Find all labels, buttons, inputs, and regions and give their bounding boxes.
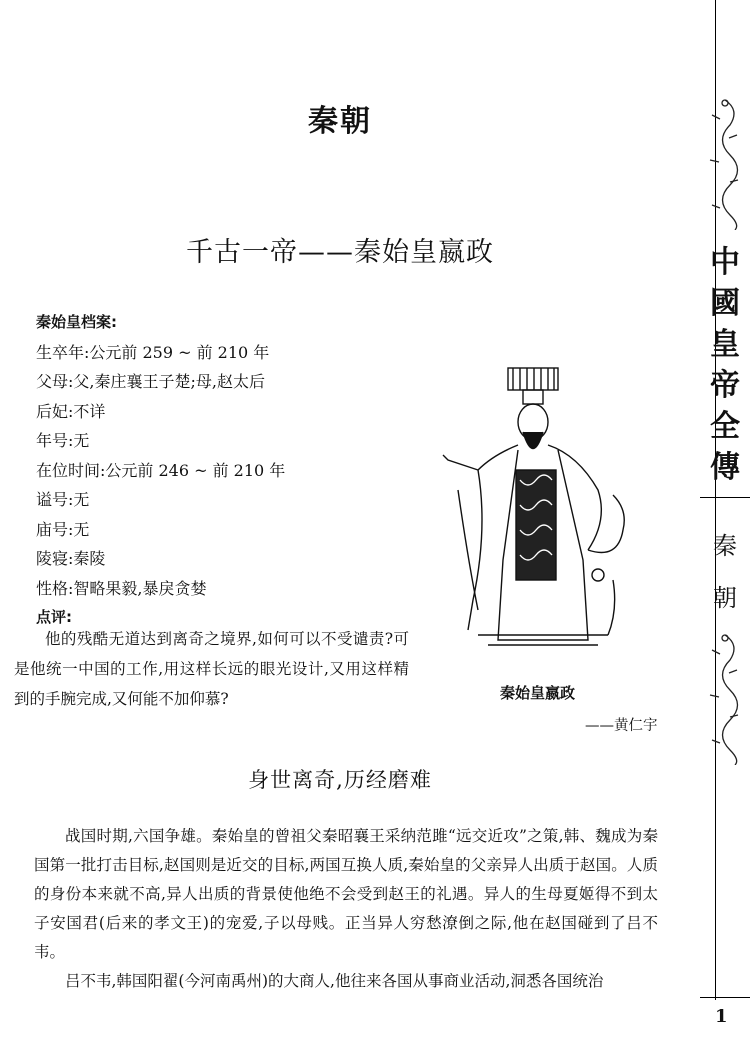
side-divider bbox=[700, 497, 750, 498]
book-title-char: 全 bbox=[710, 409, 740, 444]
paragraph: 吕不韦,韩国阳翟(今河南禹州)的大商人,他往来各国从事商业活动,洞悉各国统治 bbox=[65, 972, 604, 990]
section-title: 千古一帝——秦始皇嬴政 bbox=[186, 237, 494, 268]
profile-heading: 秦始皇档案: bbox=[36, 313, 117, 331]
book-title-char: 皇 bbox=[710, 327, 740, 362]
comment-heading: 点评: bbox=[36, 608, 72, 626]
profile-line: 庙号:无 bbox=[36, 519, 90, 539]
subheading: 身世离奇,历经磨难 bbox=[248, 768, 432, 792]
profile-line: 性格:智略果毅,暴戾贪婪 bbox=[36, 578, 207, 598]
footer-divider bbox=[700, 997, 750, 998]
quote-author: ——黄仁宇 bbox=[585, 718, 658, 734]
paragraph: 战国时期,六国争雄。秦始皇的曾祖父秦昭襄王采纳范雎“远交近攻”之策,韩、魏成为秦国第一批打击目标,赵国则是近交的目标,两国互换人质,秦始皇的父亲异人出质于赵国。人质的身份本来就不高,异人出质的背景使他绝不会受到赵王的礼遇。异人的生母夏姬得不到太子安国君(后来的孝文王)的宠爱,子以母贱。正当异人穷愁潦倒之际,他在赵国碰到了吕不韦。 bbox=[34, 827, 658, 961]
book-title-char: 傳 bbox=[710, 450, 740, 485]
page-number: 1 bbox=[715, 1006, 728, 1027]
book-title-char: 帝 bbox=[710, 368, 740, 403]
profile-line: 陵寝:秦陵 bbox=[36, 549, 106, 568]
book-title-vertical bbox=[700, 242, 750, 488]
profile-line: 后妃:不详 bbox=[36, 401, 106, 421]
book-title-char: 中 bbox=[710, 245, 740, 280]
profile-line: 在位时间:公元前 246 ~ 前 210 年 bbox=[36, 460, 286, 480]
dragon-ornament-icon bbox=[702, 630, 748, 765]
profile-line: 年号:无 bbox=[36, 431, 90, 450]
dragon-ornament-icon bbox=[702, 95, 748, 230]
dynasty-label-vertical bbox=[700, 520, 750, 624]
comment-text: 他的残酷无道达到离奇之境界,如何可以不受谴责?可是他统一中国的工作,用这样长远的眼光设计,又用这样精到的手腕完成,又何能不加仰慕? bbox=[14, 630, 409, 708]
emperor-portrait-image bbox=[438, 360, 648, 650]
chapter-title: 秦朝 bbox=[308, 104, 372, 139]
profile-line: 生卒年:公元前 259 ~ 前 210 年 bbox=[36, 342, 270, 362]
profile-line: 父母:父,秦庄襄王子楚;母,赵太后 bbox=[36, 372, 265, 391]
profile-line: 谥号:无 bbox=[36, 490, 90, 509]
book-title-char: 國 bbox=[710, 286, 740, 321]
portrait-caption: 秦始皇嬴政 bbox=[500, 684, 576, 702]
dynasty-char: 朝 bbox=[713, 584, 737, 612]
dynasty-char: 秦 bbox=[713, 532, 737, 560]
profile-block bbox=[36, 308, 285, 633]
body-text bbox=[34, 822, 658, 996]
